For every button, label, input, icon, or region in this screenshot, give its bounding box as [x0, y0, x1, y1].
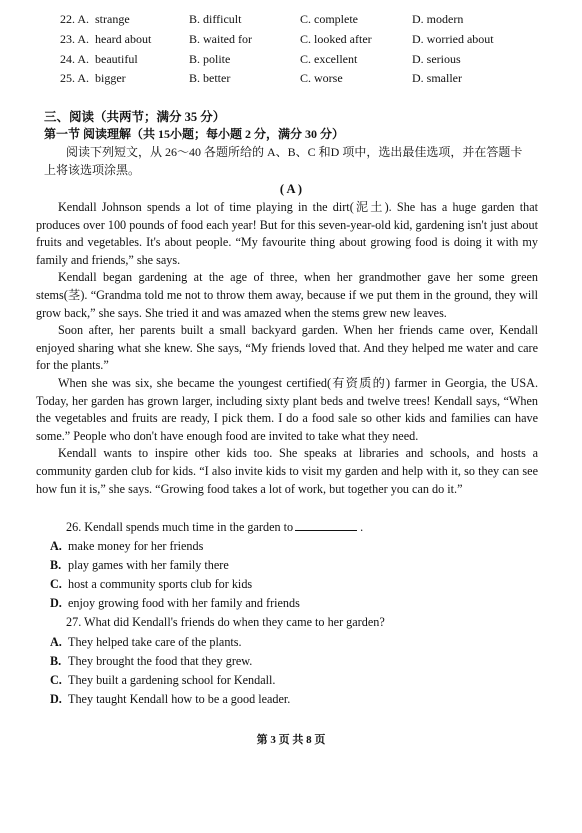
option-row-23: [0, 30, 582, 49]
option-25-a: 25. A. bigger: [60, 71, 126, 85]
option-24-b: B. polite: [189, 52, 231, 66]
option-letter: D.: [50, 596, 62, 610]
option-24-d: D. serious: [412, 52, 461, 66]
option-24-a: 24. A. beautiful: [60, 52, 138, 66]
passage-paragraph: Kendall began gardening at the age of three, when her grandmother gave her some green stems(茎). “Grandma told me not to throw them away, because if we put them in the ground, they will grow back,” she says. She tried it and was amazed when the stems grew new leaves.: [36, 270, 538, 320]
passage-paragraph: Soon after, her parents built a small backyard garden. When her friends came over, Kendall enjoyed sharing what she knew. She says, “My friends loved that. And they helped me water and care for the plants.”: [36, 323, 538, 373]
page-footer: 第 3 页 共 8 页: [256, 734, 326, 746]
option-text: enjoy growing food with her family and friends: [68, 596, 300, 610]
option-letter: B.: [50, 558, 62, 572]
instructions: [44, 143, 544, 179]
option-letter: A.: [50, 635, 62, 649]
question-26-option-b[interactable]: [50, 558, 229, 573]
option-25-d: D. smaller: [412, 71, 462, 85]
option-25-c: C. worse: [300, 71, 343, 85]
question-27-stem: 27. What did Kendall's friends do when they came to her garden?: [66, 615, 385, 629]
option-23-a: 23. A. heard about: [60, 32, 152, 46]
option-22-d: D. modern: [412, 12, 464, 26]
option-letter: B.: [50, 654, 62, 668]
option-24-c: C. excellent: [300, 52, 358, 66]
option-row-22: [0, 10, 582, 29]
passage-body: [36, 199, 538, 498]
question-26-option-d[interactable]: [50, 596, 300, 611]
section-heading: 三、阅读（共两节；满分 35 分）: [44, 110, 226, 124]
question-27-option-d[interactable]: [50, 692, 290, 707]
question-26-end: .: [360, 520, 364, 534]
option-23-c: C. looked after: [300, 32, 372, 46]
option-22-c: C. complete: [300, 12, 358, 26]
passage-title: ( A ): [279, 182, 303, 196]
passage-paragraph: When she was six, she became the youngest certified(有资质的) farmer in Georgia, the USA. Today, her garden has grown larger, including sixty plant beds and twelve trees! Kendall says, “When the vegetables and fruits are ready, I pick them. I do a food sale so other kids and families can have some.” People who don't have enough food are invited to take what they need.: [36, 375, 538, 443]
option-text: play games with her family there: [68, 558, 229, 572]
option-22-b: B. difficult: [189, 12, 242, 26]
option-row-24: [0, 50, 582, 69]
instruction-line-2: 上将该选项涂黑。: [44, 163, 141, 177]
option-text: host a community sports club for kids: [68, 577, 253, 591]
passage-paragraph: Kendall Johnson spends a lot of time playing in the dirt(泥土). She has a huge garden that produces over 100 pounds of food each year! But for this seven-year-old kid, gardening isn't just about fruits and vegetables. It's about people. “My favourite thing about growing food is doing it with my family and friends,” she says.: [36, 200, 538, 267]
subsection-heading: 第一节 阅读理解（共 15小题；每小题 2 分，满分 30 分）: [44, 127, 345, 141]
option-text: They brought the food that they grew.: [68, 654, 253, 668]
option-23-d: D. worried about: [412, 32, 494, 46]
question-27-option-b[interactable]: [50, 654, 252, 669]
option-text: They taught Kendall how to be a good leader.: [68, 692, 291, 706]
option-letter: C.: [50, 673, 62, 687]
instruction-line-1: 阅读下列短文，从 26～40 各题所给的 A、B、C 和D 项中，选出最佳选项，并在答题卡: [66, 145, 523, 159]
option-25-b: B. better: [189, 71, 231, 85]
option-letter: C.: [50, 577, 62, 591]
question-26-stem: [66, 520, 363, 535]
answer-blank: [295, 520, 357, 531]
question-26-option-a[interactable]: [50, 539, 203, 554]
option-letter: A.: [50, 539, 62, 553]
option-23-b: B. waited for: [189, 32, 252, 46]
option-text: They built a gardening school for Kendall.: [68, 673, 276, 687]
question-26-text: 26. Kendall spends much time in the garden to: [66, 520, 294, 534]
option-letter: D.: [50, 692, 62, 706]
option-text: They helped take care of the plants.: [68, 635, 242, 649]
option-text: make money for her friends: [68, 539, 204, 553]
question-26-option-c[interactable]: [50, 577, 252, 592]
passage-paragraph: Kendall wants to inspire other kids too. She speaks at libraries and schools, and hosts a community garden club for kids. “I also invite kids to visit my garden and help with it, so they can see how fun it is,” she says. “Growing food takes a lot of work, but together you can do it.”: [36, 446, 538, 496]
option-row-25: [0, 69, 582, 88]
question-27-option-a[interactable]: [50, 635, 242, 650]
option-22-a: 22. A. strange: [60, 12, 130, 26]
question-27-option-c[interactable]: [50, 673, 275, 688]
